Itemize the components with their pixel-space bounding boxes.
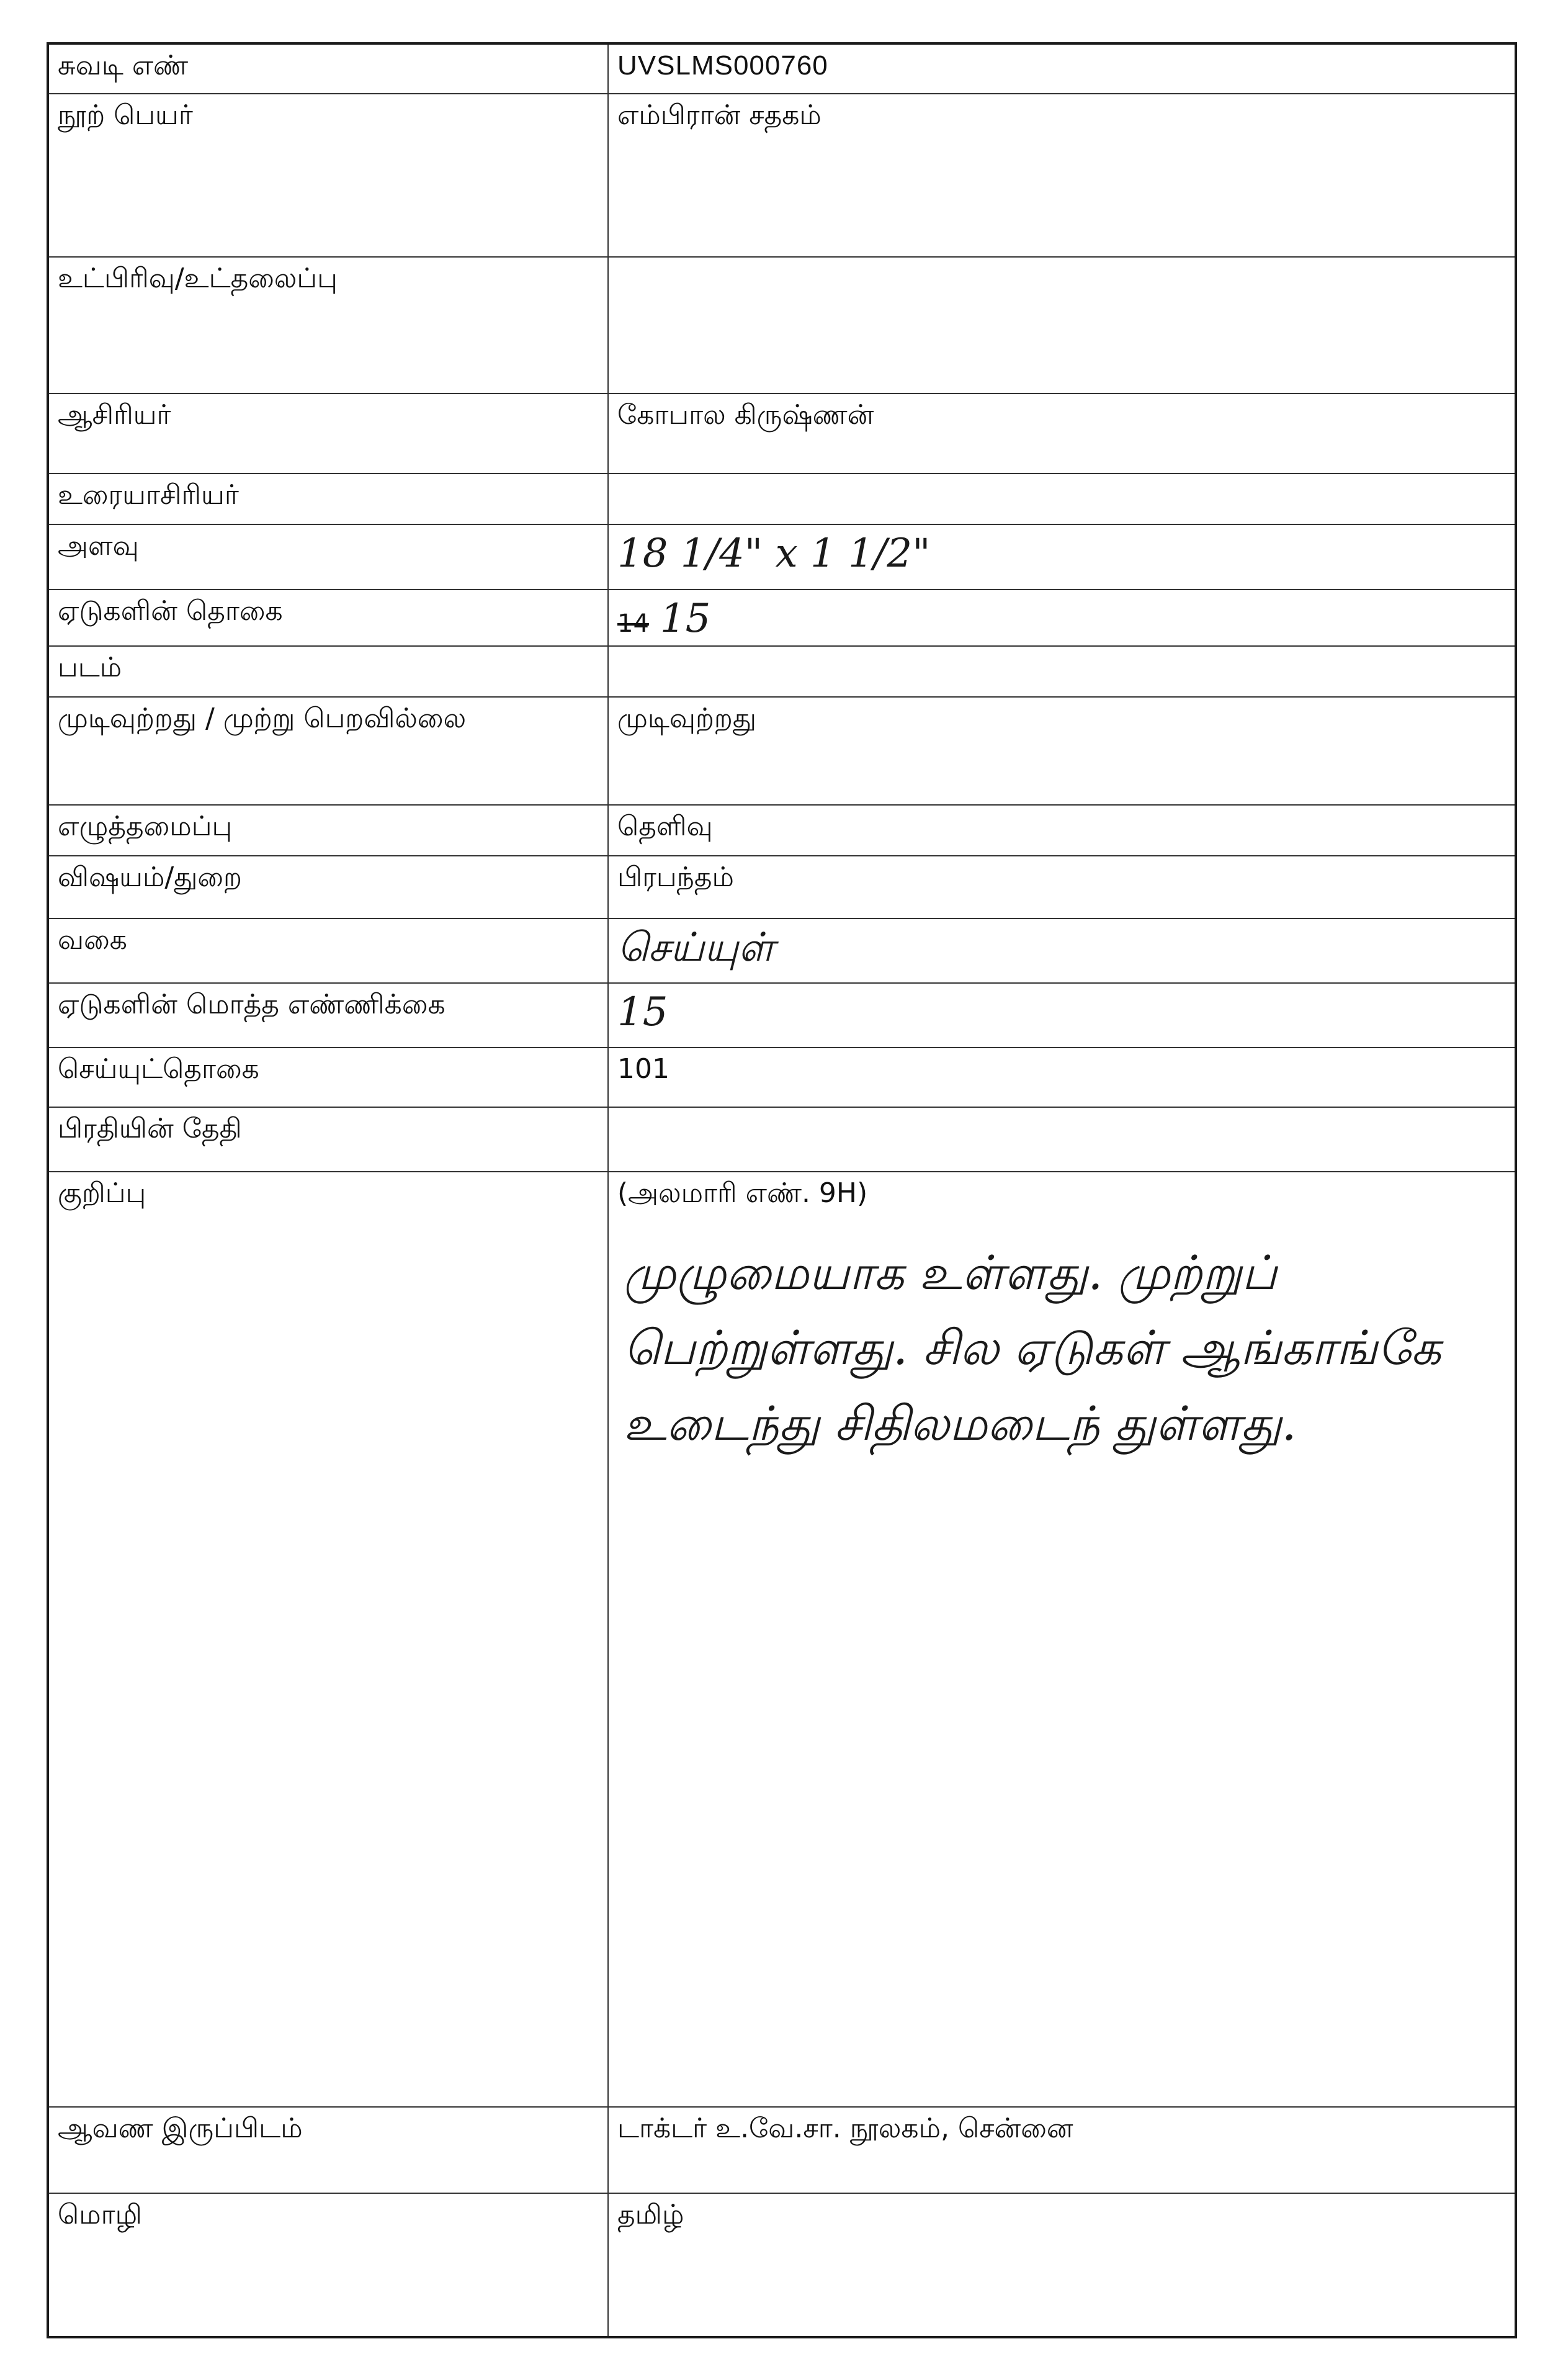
table-row	[49, 697, 1515, 805]
title-value: எம்பிரான் சதகம்	[608, 94, 1515, 257]
catalog-record-sheet	[47, 42, 1517, 2338]
field-label: நூற் பெயர்	[49, 94, 608, 257]
field-label: குறிப்பு	[49, 1172, 608, 2107]
table-row	[49, 646, 1515, 697]
field-label: ஏடுகளின் தொகை	[49, 590, 608, 646]
handwritten-note: முழுமையாக உள்ளது. முற்றுப் பெற்றுள்ளது. சில ஏடுகள் ஆங்காங்கே உடைந்து சிதிலமடைந் துள்ளது.	[624, 1244, 1441, 1451]
table-row	[49, 524, 1515, 590]
field-label: ஏடுகளின் மொத்த எண்ணிக்கை	[49, 983, 608, 1048]
verse-count-value: 101	[608, 1048, 1515, 1107]
record-table	[49, 45, 1515, 2336]
field-label: முடிவுற்றது / முற்று பெறவில்லை	[49, 697, 608, 805]
table-row	[49, 983, 1515, 1048]
field-label: உட்பிரிவு/உட்தலைப்பு	[49, 257, 608, 393]
leaf-count-value	[608, 590, 1515, 646]
subject-value: பிரபந்தம்	[608, 856, 1515, 918]
field-label: படம்	[49, 646, 608, 697]
table-row	[49, 2193, 1515, 2336]
completeness-value: முடிவுற்றது	[608, 697, 1515, 805]
total-leaves-handwritten: 15	[617, 989, 668, 1035]
field-label: எழுத்தமைப்பு	[49, 805, 608, 856]
field-label: அளவு	[49, 524, 608, 590]
notes-value	[608, 1172, 1515, 2107]
subtitle-value	[608, 257, 1515, 393]
table-row	[49, 856, 1515, 918]
type-handwritten: செய்யுள்	[617, 924, 774, 971]
manuscript-id-value: UVSLMS000760	[608, 45, 1515, 94]
field-label: செய்யுட்தொகை	[49, 1048, 608, 1107]
table-row	[49, 1048, 1515, 1107]
table-row	[49, 257, 1515, 393]
type-value	[608, 918, 1515, 983]
field-label: விஷயம்/துறை	[49, 856, 608, 918]
size-value	[608, 524, 1515, 590]
field-label: பிரதியின் தேதி	[49, 1107, 608, 1172]
field-label: உரையாசிரியர்	[49, 474, 608, 524]
picture-value	[608, 646, 1515, 697]
field-label: ஆவண இருப்பிடம்	[49, 2107, 608, 2193]
table-row	[49, 474, 1515, 524]
total-leaves-value	[608, 983, 1515, 1048]
table-row	[49, 45, 1515, 94]
language-value: தமிழ்	[608, 2193, 1515, 2336]
table-row	[49, 805, 1515, 856]
copy-date-value	[608, 1107, 1515, 1172]
repository-value: டாக்டர் உ.வே.சா. நூலகம், சென்னை	[608, 2107, 1515, 2193]
field-label: சுவடி எண்	[49, 45, 608, 94]
leaf-count-handwritten: 15	[660, 596, 711, 642]
shelf-number-note: (அலமாரி எண். 9H)	[617, 1177, 868, 1209]
field-label: மொழி	[49, 2193, 608, 2336]
table-row	[49, 590, 1515, 646]
table-row	[49, 918, 1515, 983]
size-handwritten: 18 1/4" x 1 1/2"	[617, 531, 931, 577]
commentator-value	[608, 474, 1515, 524]
table-row	[49, 393, 1515, 474]
struck-leaf-count: 14	[617, 609, 649, 638]
field-label: வகை	[49, 918, 608, 983]
table-row	[49, 1172, 1515, 2107]
author-value: கோபால கிருஷ்ணன்	[608, 393, 1515, 474]
field-label: ஆசிரியர்	[49, 393, 608, 474]
table-row	[49, 1107, 1515, 1172]
script-value: தெளிவு	[608, 805, 1515, 856]
table-row	[49, 94, 1515, 257]
table-row	[49, 2107, 1515, 2193]
